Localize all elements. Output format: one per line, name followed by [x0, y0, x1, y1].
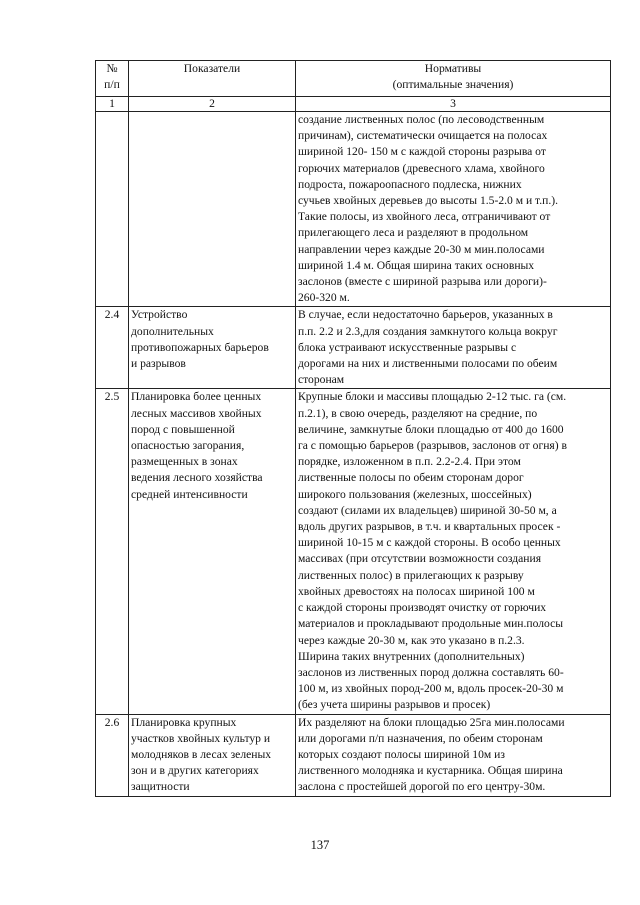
row-norm — [296, 112, 611, 307]
indicator-line: защитности — [131, 780, 190, 794]
header-number: № п/п — [96, 61, 129, 97]
column-index-cell: 3 — [296, 97, 611, 112]
norm-line: дорогами на них и лиственными полосами по обеим — [298, 357, 558, 371]
norm-line: Такие полосы, из хвойного леса, отграничивают от — [298, 210, 551, 224]
column-index-row — [96, 97, 611, 112]
header-indicator: Показатели — [129, 61, 296, 97]
norm-line: сучьев хвойных деревьев до высоты 1.5-2.0 м и т.п.). — [298, 194, 559, 208]
norm-line: порядке, изложенном в п.п. 2.2-2.4. При этом — [298, 455, 521, 469]
norm-line: Их разделяют на блоки площадью 25га мин.полосами — [298, 715, 565, 729]
norm-line: шириной 1.4 м. Общая ширина таких основных — [298, 258, 535, 272]
indicator-line: опасностью загорания, — [131, 439, 245, 453]
row-indicator — [129, 112, 296, 307]
norm-line: шириной 120- 150 м с каждой стороны разрыва от — [298, 145, 546, 159]
norm-line: материалов и прокладывают продольные мин.полосы — [298, 617, 564, 631]
indicator-line: дополнительных — [131, 324, 214, 338]
norm-line: хвойных древостоях на полосах шириной 100 м — [298, 584, 535, 598]
norm-line: Крупные блоки и массивы площадью 2-12 тыс. га (см. — [298, 390, 567, 404]
norm-line: направлении через каждые 20-30 м мин.полосами — [298, 242, 545, 256]
norm-line: блока устраивают искусственные разрывы с — [298, 340, 517, 354]
norm-line: 100 м, из хвойных пород-200 м, вдоль просек-20-30 м — [298, 682, 564, 696]
norm-line: прилегающего леса и разделяют в продольном — [298, 226, 529, 240]
page-number: 137 — [310, 838, 330, 852]
row-indicator — [129, 714, 296, 796]
norm-line: причинам), систематически очищается на полосах — [298, 129, 548, 143]
norm-line: подроста, пожароопасного подлеска, нижних — [298, 177, 522, 191]
norm-line: 260-320 м. — [298, 291, 350, 305]
norm-line: величине, замкнутые блоки площадью от 400 до 1600 — [298, 422, 564, 436]
norm-line: с каждой стороны производят очистку от горючих — [298, 601, 547, 615]
indicator-line: молодняков в лесах зеленых — [131, 747, 272, 761]
row-indicator — [129, 307, 296, 389]
norm-line: вдоль других разрывов, в т.ч. и квартальных просек - — [298, 520, 561, 534]
norm-line: п.2.1), в свою очередь, разделяют на средние, по — [298, 406, 538, 420]
norm-line: или дорогами п/п назначения, по обеим сторонам — [298, 731, 543, 745]
table-row — [96, 389, 611, 714]
row-number: 2.6 — [96, 714, 129, 796]
column-index-cell: 1 — [96, 97, 129, 112]
indicator-line: и разрывов — [131, 357, 186, 371]
norm-line: заслонов (вместе с шириной разрыва или дороги)- — [298, 275, 547, 289]
norm-line: через каждые 20-30 м, как это указано в п.2.3. — [298, 633, 525, 647]
table-row — [96, 112, 611, 307]
norm-line: создание лиственных полос (по лесоводственным — [298, 113, 545, 126]
indicator-line: участков хвойных культур и — [131, 731, 271, 745]
norms-table — [95, 60, 611, 797]
norm-line: заслона с простейшей дорогой по его центру-30м. — [298, 780, 546, 794]
indicator-line: Планировка крупных — [131, 715, 237, 729]
norm-line: (без учета ширины разрывов и просек) — [298, 698, 491, 712]
norm-line: широкого пользования (железных, шоссейных) — [298, 487, 532, 501]
norm-line: горючих материалов (древесного хлама, хвойного — [298, 161, 545, 175]
norm-line: лиственного молодняка и кустарника. Общая ширина — [298, 764, 563, 778]
indicator-line: Планировка более ценных — [131, 390, 262, 404]
row-number: 2.4 — [96, 307, 129, 389]
table-row — [96, 714, 611, 796]
norm-line: заслонов из лиственных пород должна составлять 60- — [298, 665, 564, 679]
norm-line: сторонам — [298, 373, 345, 387]
norm-line: Ширина таких внутренних (дополнительных) — [298, 649, 525, 663]
table-header-row — [96, 61, 611, 97]
indicator-line: размещенных в зонах — [131, 455, 238, 469]
header-norms: Нормативы (оптимальные значения) — [296, 61, 611, 97]
norm-line: В случае, если недостаточно барьеров, указанных в — [298, 308, 553, 322]
indicator-line: лесных массивов хвойных — [131, 406, 262, 420]
norm-line: лиственные полосы по обеим сторонам дорог — [298, 471, 524, 485]
row-indicator — [129, 389, 296, 714]
norm-line: которых создают полосы шириной 10м из — [298, 747, 505, 761]
row-norm — [296, 389, 611, 714]
norm-line: шириной 10-15 м с каждой стороны. В особо ценных — [298, 536, 561, 550]
column-index-cell: 2 — [129, 97, 296, 112]
norm-line: создают (силами их владельцев) шириной 30-50 м, а — [298, 503, 557, 517]
table-row — [96, 307, 611, 389]
row-norm — [296, 714, 611, 796]
norm-line: массивах (при отсутствии возможности создания — [298, 552, 542, 566]
indicator-line: противопожарных барьеров — [131, 340, 269, 354]
indicator-line: средней интенсивности — [131, 487, 248, 501]
row-number: 2.5 — [96, 389, 129, 714]
norm-line: п.п. 2.2 и 2.3,для создания замкнутого кольца вокруг — [298, 324, 558, 338]
row-norm — [296, 307, 611, 389]
indicator-line: Устройство — [131, 308, 188, 322]
indicator-line: пород с повышенной — [131, 422, 235, 436]
norm-line: лиственных полос) в прилегающих к разрыву — [298, 568, 524, 582]
row-number — [96, 112, 129, 307]
norm-line: га с помощью барьеров (разрывов, заслонов от огня) в — [298, 439, 567, 453]
indicator-line: зон и в других категориях — [131, 764, 259, 778]
indicator-line: ведения лесного хозяйства — [131, 471, 263, 485]
table-body — [96, 112, 611, 797]
